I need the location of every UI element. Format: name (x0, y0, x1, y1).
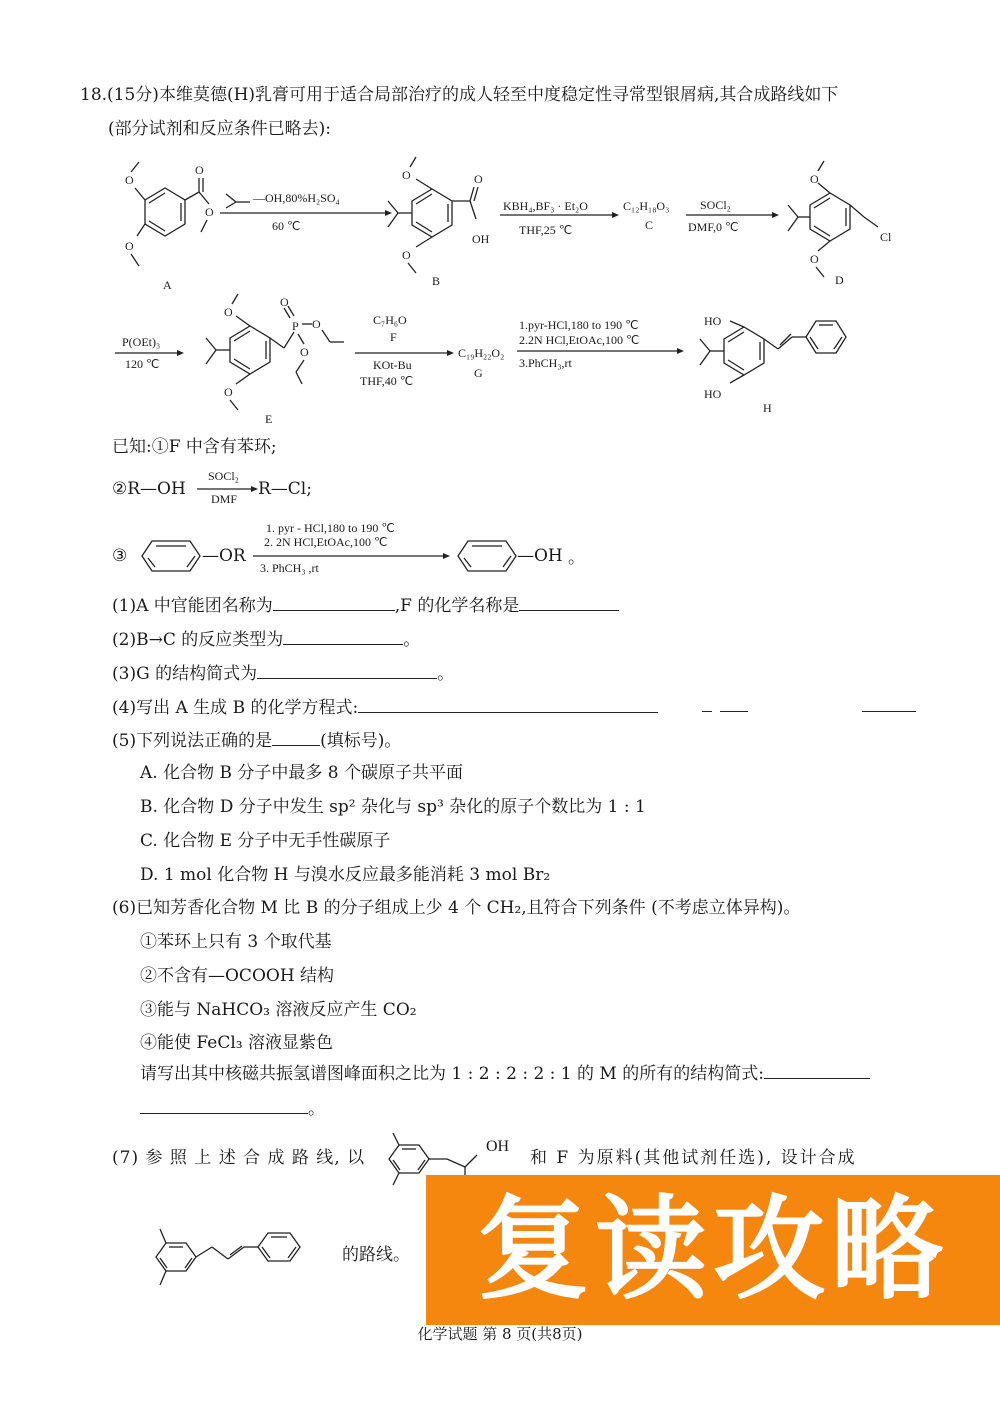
compound-f-formula: C₇H₆O (373, 313, 407, 327)
svg-text:O: O (280, 295, 289, 309)
compound-h-ho-top: HO (704, 314, 722, 328)
compound-e-structure (190, 295, 360, 420)
compound-d-cl: Cl (880, 230, 892, 244)
svg-text:O: O (125, 173, 134, 187)
arrow-g-to-h-step2: 2.2N HCl,EtOAc,100 ℃ (519, 333, 640, 347)
q4: (4)写出 A 生成 B 的化学方程式: (112, 696, 658, 719)
q5-option-c: C. 化合物 E 分子中无手性碳原子 (140, 831, 391, 851)
arrow-e-to-g-base: KOt-Bu (373, 358, 412, 372)
known-item3-lhs: —OR (202, 546, 246, 566)
known-item3-arrow (253, 551, 453, 561)
q4-blank-fragment-3 (862, 711, 916, 712)
arrow-b-to-c-condition: THF,25 ℃ (519, 223, 573, 237)
q6-condition-4: ④能使 FeCl₃ 溶液显紫色 (140, 1033, 333, 1053)
known-item3-step3: 3. PhCH₃ ,rt (260, 561, 319, 575)
compound-b-structure (372, 165, 502, 275)
svg-text:O: O (402, 248, 411, 262)
watermark-banner: 复读攻略 (426, 1175, 1000, 1325)
svg-text:P: P (292, 319, 299, 333)
q5-answer-blank[interactable] (272, 729, 320, 746)
q6-answer-blank-2[interactable] (140, 1097, 308, 1114)
q6-prompt: 请写出其中核磁共振氢谱图峰面积之比为 1 : 2 : 2 : 2 : 1 的 M 的所有的结构简式: (140, 1062, 870, 1085)
arrow-a-to-b-reagent: —OH,80%H₂SO₄ (253, 191, 340, 205)
q2: (2)B→C 的反应类型为 。 (112, 630, 421, 650)
svg-text:O: O (312, 317, 321, 331)
svg-text:O: O (810, 252, 819, 266)
q4-answer-blank[interactable] (358, 696, 658, 713)
compound-b-oh: OH (472, 232, 490, 246)
compound-c-label: C (645, 218, 654, 232)
known-item3-rhs: —OH (517, 546, 563, 566)
compound-c-formula: C₁₂H₁₈O₃ (623, 199, 670, 213)
q5-option-b: B. 化合物 D 分子中发生 sp² 杂化与 sp³ 杂化的原子个数比为 1 : 1 (140, 797, 646, 817)
compound-d-label: D (835, 273, 844, 287)
known-heading: 已知:①F 中含有苯环; (112, 437, 277, 457)
compound-e-label: E (265, 412, 273, 426)
arrow-a-to-b-condition: 60 ℃ (272, 219, 301, 233)
compound-g-label: G (474, 366, 483, 380)
compound-b-label: B (432, 274, 441, 288)
known-item3-end: 。 (568, 548, 585, 568)
q6-condition-2: ②不含有—OCOOH 结构 (140, 966, 335, 986)
q4-blank-fragment-2 (720, 711, 748, 712)
q5: (5)下列说法正确的是 (填标号)。 (112, 731, 402, 751)
q1-answer-blank-2[interactable] (519, 594, 619, 611)
svg-text:O: O (224, 305, 233, 319)
known-item2-solvent: DMF (211, 492, 238, 506)
q3: (3)G 的结构简式为 。 (112, 664, 455, 684)
compound-g-formula: C₁₉H₂₂O₂ (458, 346, 505, 360)
q4-blank-fragment-1 (702, 711, 712, 712)
known-item2-reagent: SOCl₂ (208, 469, 239, 483)
q7-text-a: (7) 参 照 上 述 合 成 路 线, 以 (112, 1148, 366, 1168)
known-item3-step1: 1. pyr - HCl,180 to 190 ℃ (266, 521, 395, 535)
arrow-d-to-e-condition: 120 ℃ (125, 357, 160, 371)
arrow-b-to-c-reagent: KBH₄,BF₃ · Et₂O (503, 199, 588, 213)
arrow-e-to-g (355, 348, 455, 358)
svg-text:O: O (125, 239, 134, 253)
known-item3-num: ③ (112, 546, 128, 566)
svg-text:O: O (402, 168, 411, 182)
arrow-d-to-e-reagent: P(OEt)₃ (122, 335, 161, 349)
svg-text:O: O (224, 385, 233, 399)
question-intro-line1: 18.(15分)本维莫德(H)乳膏可用于适合局部治疗的成人轻至中度稳定性寻常型银屑病,其合成路线如下 (80, 85, 839, 105)
q7-oh: OH (486, 1138, 510, 1155)
arrow-g-to-h-step3: 3.PhCH₃,rt (519, 356, 572, 370)
compound-h-label: H (763, 401, 772, 415)
compound-a-structure (115, 160, 225, 280)
known-item2-lhs: ②R—OH (112, 479, 186, 499)
compound-a-label: A (163, 278, 172, 292)
svg-text:O: O (205, 205, 214, 219)
arrow-c-to-d-condition: DMF,0 ℃ (688, 220, 739, 234)
svg-text:O: O (810, 172, 819, 186)
compound-h-ho-bottom: HO (704, 387, 722, 401)
question-number: 18. (80, 85, 108, 105)
q7-target-structure (150, 1225, 340, 1290)
q6-answer-line2: 。 (140, 1097, 325, 1120)
arrow-g-to-h-step1: 1.pyr-HCl,180 to 190 ℃ (519, 318, 639, 332)
q1-answer-blank-1[interactable] (273, 594, 395, 611)
q6-condition-3: ③能与 NaHCO₃ 溶液反应产生 CO₂ (140, 1000, 417, 1020)
svg-text:O: O (474, 172, 483, 186)
q2-answer-blank[interactable] (283, 628, 403, 645)
q6-intro: (6)已知芳香化合物 M 比 B 的分子组成上少 4 个 CH₂,且符合下列条件 (不考虑立体异构)。 (112, 898, 801, 918)
known-item2-rhs: R—Cl; (258, 479, 312, 499)
known-item3-step2: 2. 2N HCl,EtOAc,100 ℃ (264, 535, 388, 549)
q7-text-b: 和 F 为原料(其他试剂任选), 设计合成 (530, 1148, 857, 1168)
q6-answer-blank-1[interactable] (764, 1062, 870, 1079)
arrow-c-to-d-reagent: SOCl₂ (700, 198, 731, 212)
q1: (1)A 中官能团名称为 ,F 的化学名称是 (112, 594, 619, 617)
page-footer: 化学试题 第 8 页(共8页) (417, 1325, 583, 1343)
question-intro-line2: (部分试剂和反应条件已略去): (108, 119, 331, 139)
q7-text-c: 的路线。 (342, 1245, 410, 1265)
svg-text:O: O (195, 163, 204, 177)
compound-d-structure (780, 165, 900, 275)
arrow-e-to-g-condition: THF,40 ℃ (360, 374, 414, 388)
arrow-e-to-g-reagent-f: F (390, 330, 397, 344)
q3-answer-blank[interactable] (257, 662, 437, 679)
q5-option-d: D. 1 mol 化合物 H 与溴水反应最多能消耗 3 mol Br₂ (140, 865, 551, 885)
q5-option-a: A. 化合物 B 分子中最多 8 个碳原子共平面 (140, 763, 464, 783)
svg-text:O: O (300, 345, 309, 359)
q6-condition-1: ①苯环上只有 3 个取代基 (140, 932, 332, 952)
